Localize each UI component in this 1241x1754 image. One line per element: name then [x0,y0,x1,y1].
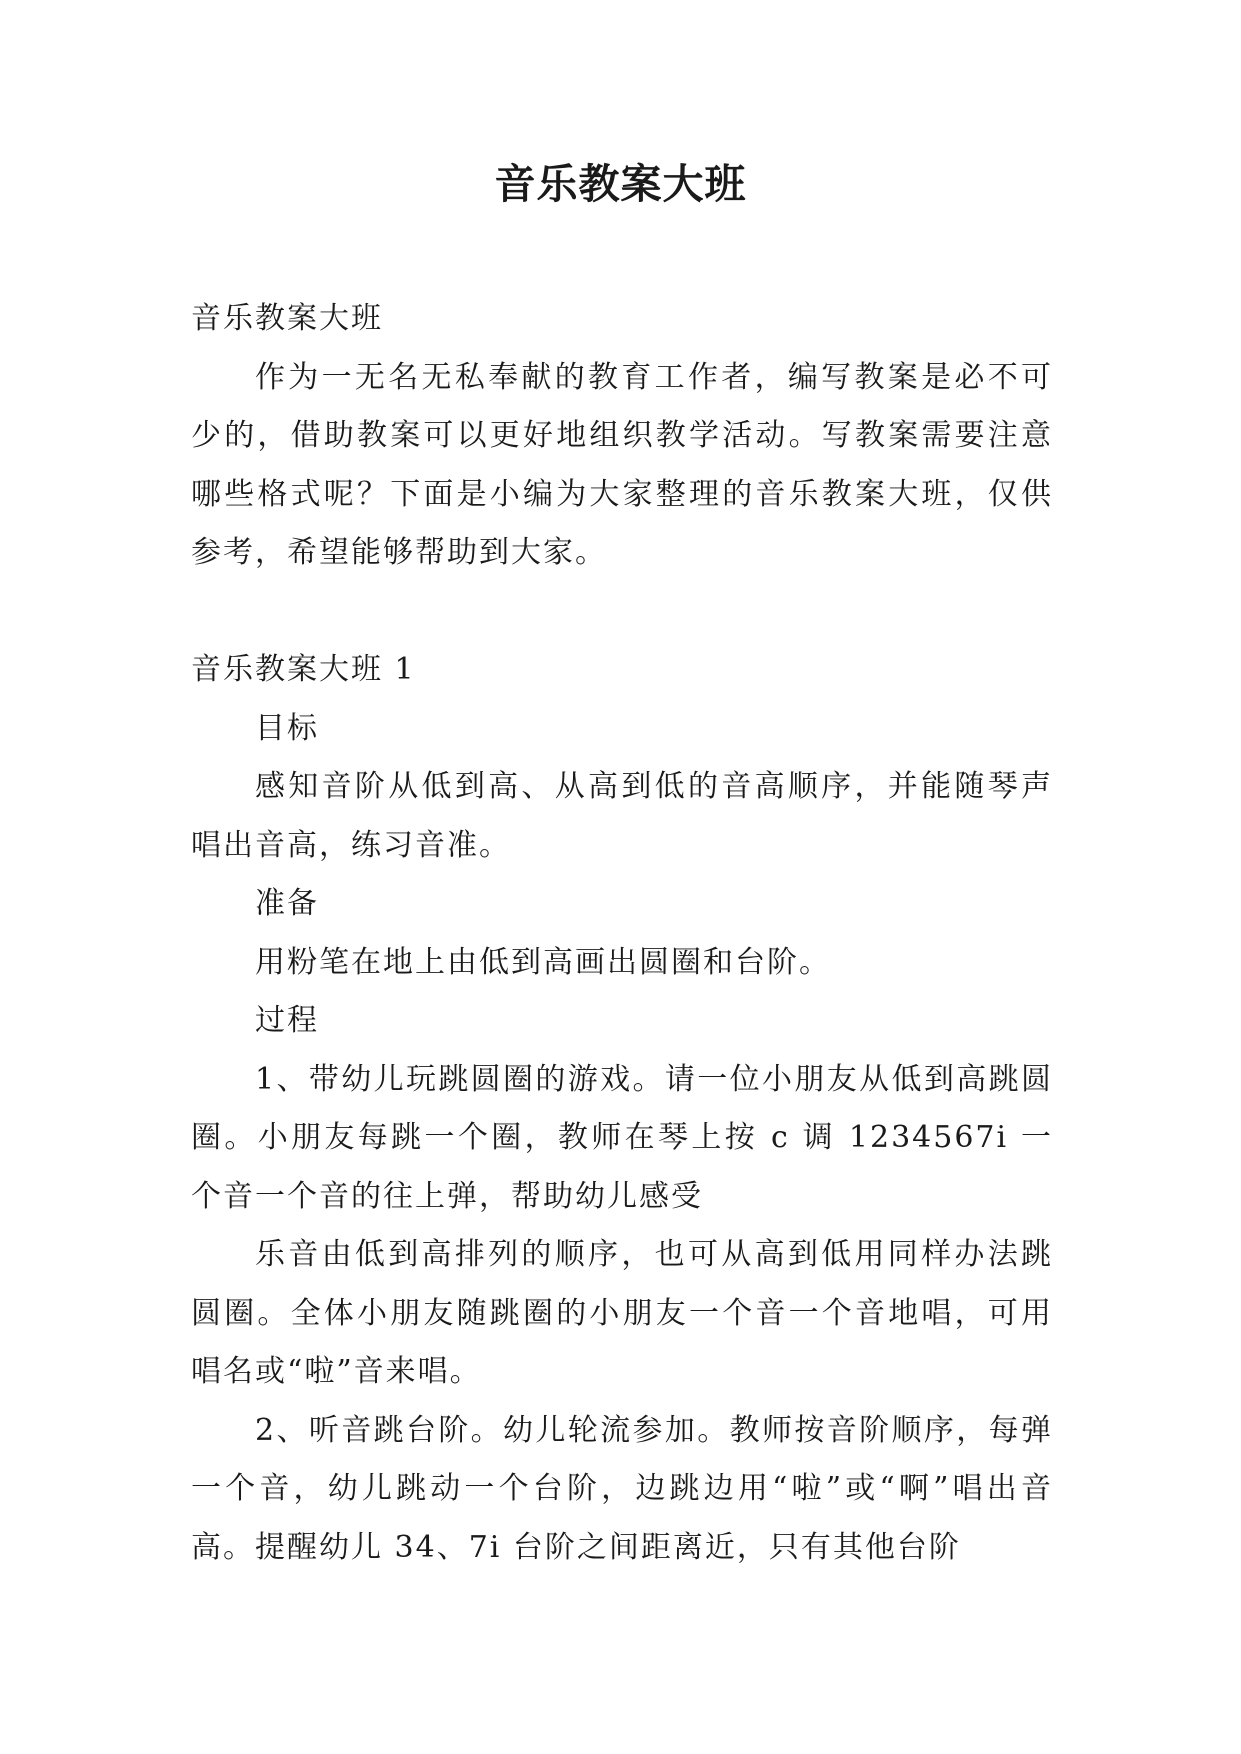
document-title: 音乐教案大班 [494,160,747,208]
paragraph-process-2: 2、听音跳台阶。幼儿轮流参加。教师按音阶顺序，每弹一个音，幼儿跳动一个台阶，边跳边用“啦”或“啊”唱出音高。提醒幼儿 34、7i 台阶之间距离近，只有其他台阶 [191,1412,1053,1565]
subheading-goal: 目标 [255,710,319,746]
document-body [191,290,1053,1577]
paragraph-intro: 作为一无名无私奉献的教育工作者，编写教案是必不可少的，借助教案可以更好地组织教学活动。写教案需要注意哪些格式呢？下面是小编为大家整理的音乐教案大班，仅供参考，希望能够帮助到大家。 [191,359,1053,570]
section-heading: 音乐教案大班 1 [191,652,416,687]
paragraph-preparation: 用粉笔在地上由低到高画出圆圈和台阶。 [255,944,831,980]
paragraph-goal: 感知音阶从低到高、从高到低的音高顺序，并能随琴声唱出音高，练习音准。 [191,769,1053,863]
subheading-process: 过程 [255,1003,319,1038]
paragraph-process-1: 1、带幼儿玩跳圆圈的游戏。请一位小朋友从低到高跳圆圈。小朋友每跳一个圈，教师在琴上按 c 调 1234567i 一个音一个音的往上弹，帮助幼儿感受 [191,1061,1053,1214]
subheading-preparation: 准备 [255,886,319,921]
paragraph-heading: 音乐教案大班 [191,301,383,336]
paragraph-process-1-cont: 乐音由低到高排列的顺序，也可从高到低用同样办法跳圆圈。全体小朋友随跳圈的小朋友一个音一个音地唱，可用唱名或“啦”音来唱。 [191,1237,1053,1389]
